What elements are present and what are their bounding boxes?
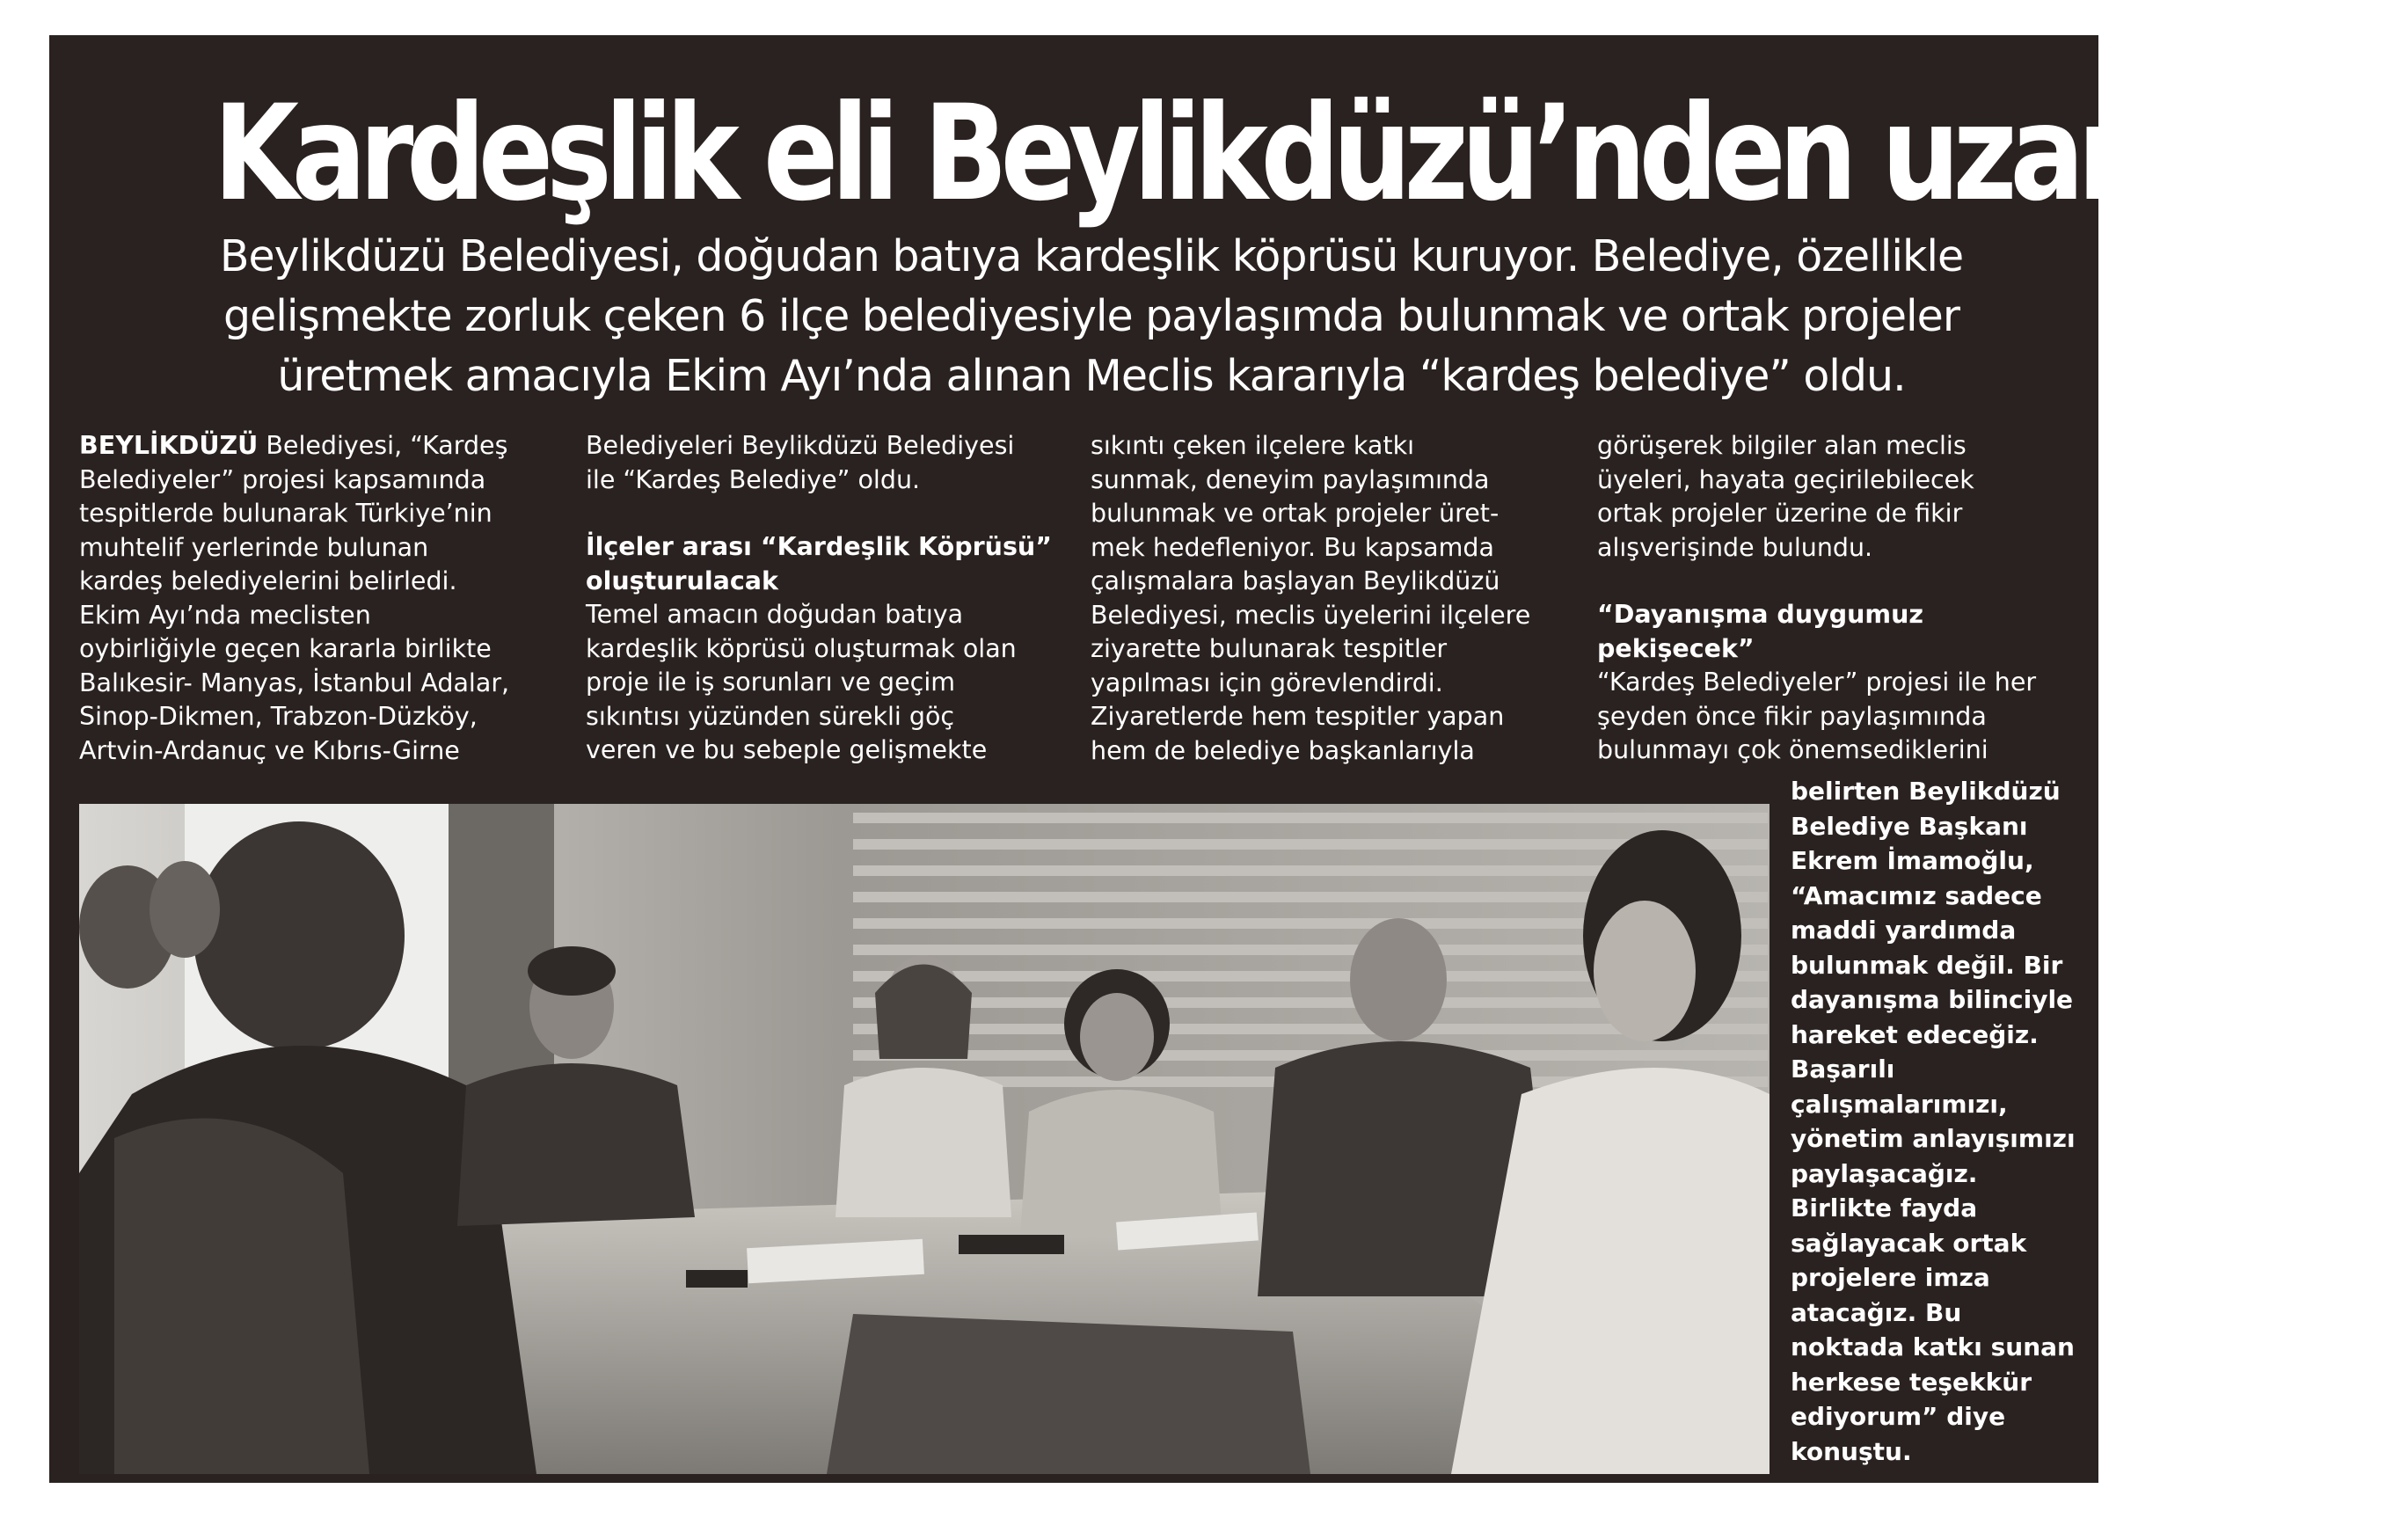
- column-line: yapılması için görevlendirdi.: [1091, 668, 1443, 697]
- column-line: üyeleri, hayata geçirilebilecek: [1597, 464, 1974, 494]
- subheading: İlçeler arası “Kardeşlik Köprüsü”: [586, 532, 1052, 561]
- quote-line: Birlikte fayda: [1791, 1193, 1978, 1222]
- column-line: veren ve bu sebeple gelişmekte: [586, 735, 988, 764]
- deck-line: gelişmekte zorluk çeken 6 ilçe belediyesiyle paylaşımda bulunmak ve ortak projeler: [223, 291, 1959, 341]
- column-line: bulunmayı çok önemsediklerini: [1597, 735, 1988, 764]
- column-line: Belediyesi, meclis üyelerini ilçelere: [1091, 600, 1531, 630]
- quote-line: Ekrem İmamoğlu,: [1791, 846, 2034, 875]
- lead-word: BEYLİKDÜZÜ: [79, 431, 259, 460]
- quote-line: bulunmak değil. Bir: [1791, 950, 2063, 980]
- column-line: sıkıntısı yüzünden sürekli göç: [586, 701, 955, 731]
- column-4: [1597, 429, 2090, 768]
- column-line: sıkıntı çeken ilçelere katkı: [1091, 431, 1414, 460]
- quote-line: projelere imza: [1791, 1263, 1990, 1292]
- quote-line: konuştu.: [1791, 1436, 1912, 1466]
- column-line: alışverişinde bulundu.: [1597, 532, 1873, 562]
- column-line: mek hedefleniyor. Bu kapsamda: [1091, 532, 1494, 562]
- quote-line: Belediye Başkanı: [1791, 811, 2028, 841]
- quote-line: sağlayacak ortak: [1791, 1228, 2027, 1258]
- column-line: ile “Kardeş Belediye” oldu.: [586, 464, 921, 494]
- column-1: [79, 429, 554, 768]
- paragraph-gap: [586, 497, 1078, 530]
- subheading: pekişecek”: [1597, 633, 1755, 663]
- column-line: kardeşlik köprüsü oluşturmak olan: [586, 633, 1017, 663]
- column-line: Artvin-Ardanuç ve Kıbrıs-Girne: [79, 735, 460, 765]
- deck-line: Beylikdüzü Belediyesi, doğudan batıya kardeşlik köprüsü kuruyor. Belediye, özellikle: [219, 231, 1964, 281]
- quote-line: maddi yardımda: [1791, 916, 2017, 945]
- quote-line: atacağız. Bu: [1791, 1297, 1962, 1327]
- column-line: bulunmak ve ortak projeler üret-: [1091, 499, 1500, 528]
- column-line: hem de belediye başkanlarıyla: [1091, 735, 1475, 765]
- column-line: görüşerek bilgiler alan meclis: [1597, 431, 1967, 460]
- column-line: Balıkesir- Manyas, İstanbul Adalar,: [79, 668, 510, 697]
- column-line: Sinop-Dikmen, Trabzon-Düzköy,: [79, 702, 478, 731]
- column-line: “Kardeş Belediyeler” projesi ile her: [1597, 668, 2037, 697]
- meeting-photo-illustration: [79, 804, 1770, 1474]
- column-line: kardeş belediyelerini belirledi.: [79, 566, 457, 595]
- column-line: ziyarette bulunarak tespitler: [1091, 634, 1448, 663]
- column-line: Temel amacın doğudan batıya: [586, 600, 964, 629]
- quote-line: dayanışma bilinciyle: [1791, 985, 2074, 1014]
- column-line: ortak projeler üzerine de fikir: [1597, 499, 1963, 528]
- article-panel: [49, 35, 2408, 1483]
- quote-line: hareket edeceğiz.: [1791, 1019, 2039, 1049]
- quote-line: “Amacımız sadece: [1791, 880, 2042, 910]
- quote-line: belirten Beylikdüzü: [1791, 777, 2061, 806]
- deck: [102, 227, 2081, 406]
- column-line: Ekim Ayı’nda meclisten: [79, 600, 371, 630]
- quote-line: herkese teşekkür: [1791, 1367, 2032, 1397]
- paragraph-gap: [1597, 565, 2090, 598]
- quote-line: Başarılı: [1791, 1055, 1895, 1084]
- column-line: Ziyaretlerde hem tespitler yapan: [1091, 702, 1505, 731]
- quote-line: yönetim anlayışımızı: [1791, 1124, 2076, 1153]
- deck-line: üretmek amacıyla Ekim Ayı’nda alınan Meclis kararıyla “kardeş belediye” oldu.: [277, 351, 1906, 401]
- quote-wrap-column: [1791, 774, 2090, 1469]
- meeting-photo: [79, 804, 1770, 1474]
- quote-line: ediyorum” diye: [1791, 1402, 2006, 1431]
- subheading: oluşturulacak: [586, 566, 778, 595]
- column-2: [586, 429, 1078, 768]
- column-line: tespitlerde bulunarak Türkiye’nin: [79, 499, 493, 528]
- column-line: çalışmalara başlayan Beylikdüzü: [1091, 566, 1500, 595]
- quote-line: noktada katkı sunan: [1791, 1332, 2075, 1361]
- headline: Kardeşlik eli Beylikdüzü’nden uzanacak: [213, 77, 2408, 230]
- column-3: [1091, 429, 1583, 768]
- column-line: muhtelif yerlerinde bulunan: [79, 532, 429, 562]
- column-line: Belediyeler” projesi kapsamında: [79, 464, 486, 494]
- column-line: proje ile iş sorunları ve geçim: [586, 668, 956, 697]
- column-line: şeyden önce fikir paylaşımında: [1597, 701, 1987, 731]
- quote-line: çalışmalarımızı,: [1791, 1089, 2008, 1119]
- quote-line: paylaşacağız.: [1791, 1158, 1978, 1188]
- column-line: oybirliğiyle geçen kararla birlikte: [79, 634, 492, 663]
- lead-rest: Belediyesi, “Kardeş: [258, 431, 508, 460]
- subheading: “Dayanışma duygumuz: [1597, 600, 1923, 629]
- column-line: Belediyeleri Beylikdüzü Belediyesi: [586, 431, 1015, 460]
- column-line: sunmak, deneyim paylaşımında: [1091, 464, 1490, 494]
- column-line: [79, 429, 554, 463]
